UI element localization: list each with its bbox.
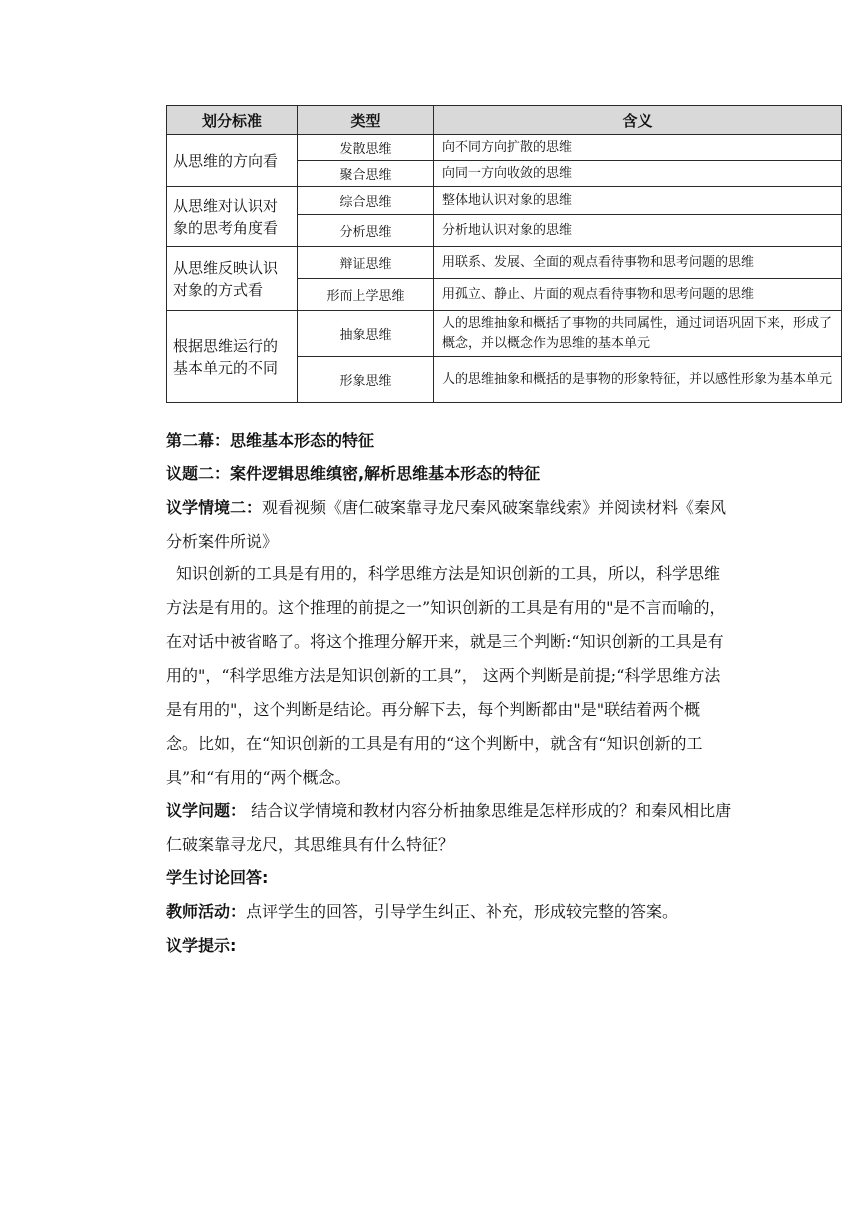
meaning-cell: 用联系、发展、全面的观点看待事物和思考问题的思维 bbox=[434, 247, 842, 279]
meaning-cell: 用孤立、静止、片面的观点看待事物和思考问题的思维 bbox=[434, 279, 842, 311]
classification-table-container bbox=[166, 105, 841, 403]
type-cell: 形而上学思维 bbox=[298, 279, 434, 311]
meaning-cell: 整体地认识对象的思维 bbox=[434, 187, 842, 215]
type-cell: 综合思维 bbox=[298, 187, 434, 215]
header-meaning: 含义 bbox=[434, 106, 842, 135]
hint-label: 议学提示: bbox=[166, 936, 237, 955]
meaning-cell: 人的思维抽象和概括的是事物的形象特征，并以感性形象为基本单元 bbox=[434, 357, 842, 403]
type-cell: 抽象思维 bbox=[298, 311, 434, 357]
thinking-classification-table bbox=[166, 105, 842, 403]
context-label: 议学情境二： bbox=[166, 498, 263, 517]
type-cell: 聚合思维 bbox=[298, 161, 434, 187]
table-row bbox=[167, 135, 842, 161]
question-text: 结合议学情境和教材内容分析抽象思维是怎样形成的？和秦风相比唐仁破案靠寻龙尺，其思维具有什么特征？ bbox=[166, 801, 732, 854]
header-type: 类型 bbox=[298, 106, 434, 135]
table-row bbox=[167, 187, 842, 215]
type-cell: 发散思维 bbox=[298, 135, 434, 161]
teacher-paragraph bbox=[166, 895, 732, 929]
meaning-cell: 人的思维抽象和概括了事物的共同属性，通过词语巩固下来，形成了概念，并以概念作为思维的基本单元 bbox=[434, 311, 842, 357]
standard-cell: 从思维反映认识对象的方式看 bbox=[167, 247, 298, 311]
type-cell: 辩证思维 bbox=[298, 247, 434, 279]
meaning-cell: 分析地认识对象的思维 bbox=[434, 215, 842, 247]
section-title: 第二幕：思维基本形态的特征 bbox=[166, 431, 375, 450]
meaning-cell: 向同一方向收敛的思维 bbox=[434, 161, 842, 187]
standard-cell: 从思维对认识对象的思考角度看 bbox=[167, 187, 298, 247]
question-paragraph bbox=[166, 794, 732, 862]
context-paragraph bbox=[166, 491, 732, 559]
table-header-row bbox=[167, 106, 842, 135]
standard-cell: 根据思维运行的基本单元的不同 bbox=[167, 311, 298, 403]
teacher-label: 教师活动： bbox=[166, 902, 247, 921]
type-cell: 分析思维 bbox=[298, 215, 434, 247]
header-standard: 划分标准 bbox=[167, 106, 298, 135]
type-cell: 形象思维 bbox=[298, 357, 434, 403]
material-paragraph: 知识创新的工具是有用的，科学思维方法是知识创新的工具，所以，科学思维方法是有用的。这个推理的前提之一”知识创新的工具是有用的"是不言而喻的，在对话中被省略了。将这个推理分解开来，就是三个判断:“知识创新的工具是有用的"，“科学思维方法是知识创新的工具”， 这两个判断是前提;“科学思维方法是有用的"，这个判断是结论。再分解下去，每个判断都由"是"联结着两个概念。比如，在“知识创新的工具是有用的“这个判断中，就含有“知识创新的工具”和“有用的“两个概念。 bbox=[166, 564, 726, 787]
table-row bbox=[167, 311, 842, 357]
standard-cell: 从思维的方向看 bbox=[167, 135, 298, 187]
discussion-label: 学生讨论回答: bbox=[166, 868, 269, 887]
meaning-cell: 向不同方向扩散的思维 bbox=[434, 135, 842, 161]
question-label: 议学问题： bbox=[166, 801, 247, 820]
topic-heading: 议题二：案件逻辑思维缜密,解析思维基本形态的特征 bbox=[166, 464, 541, 483]
teacher-text: 点评学生的回答，引导学生纠正、补充，形成较完整的答案。 bbox=[246, 902, 679, 921]
context-text: 观看视频《唐仁破案靠寻龙尺秦风破案靠线索》并阅读材料《秦风分析案件所说》 bbox=[166, 498, 727, 551]
table-row bbox=[167, 247, 842, 279]
